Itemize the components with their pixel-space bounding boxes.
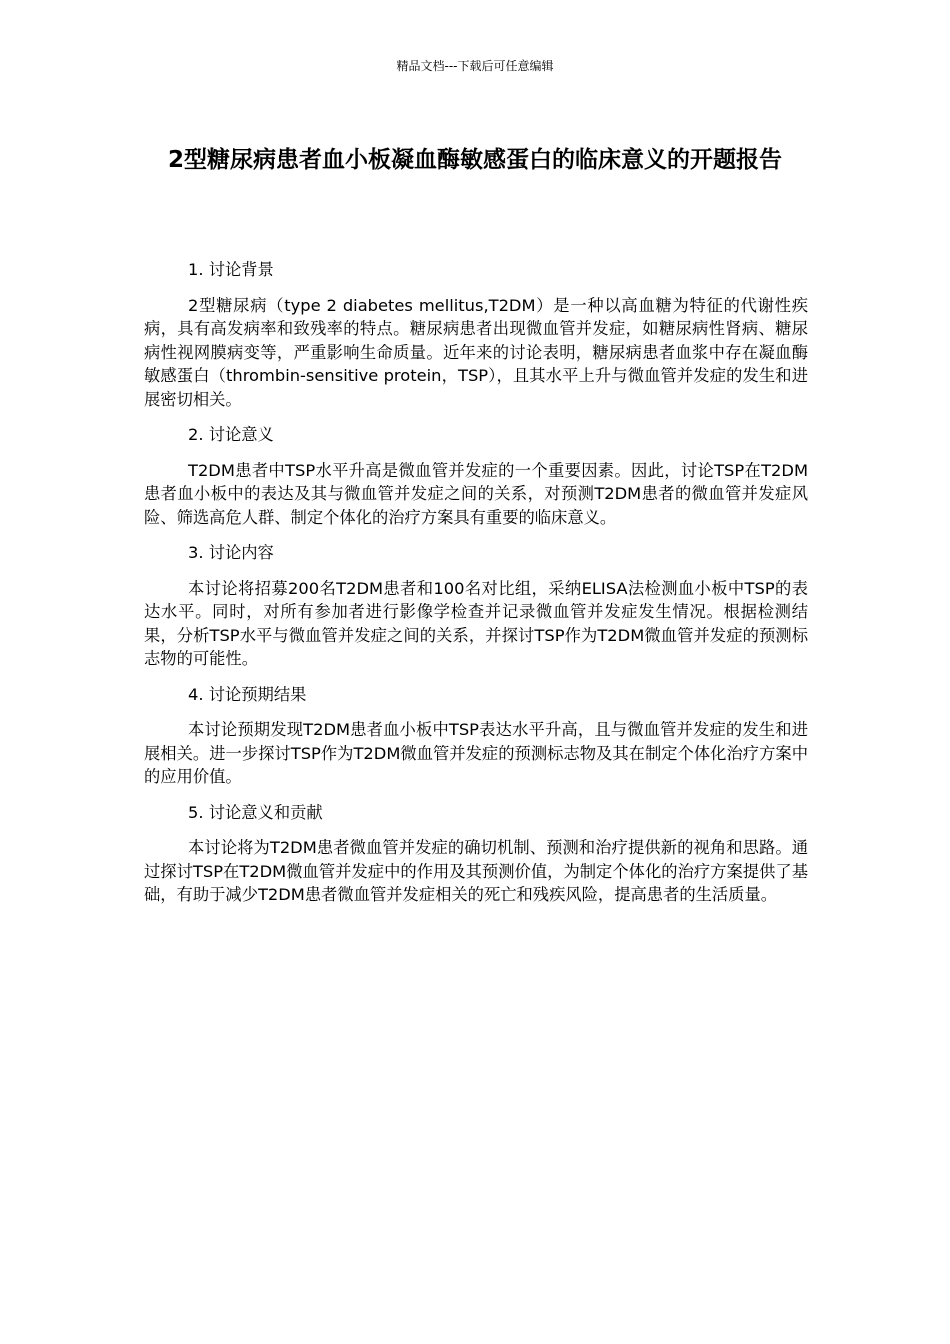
section-body-significance: T2DM患者中TSP水平升高是微血管并发症的一个重要因素。因此，讨论TSP在T2DM患者血小板中的表达及其与微血管并发症之间的关系，对预测T2DM患者的微血管并发症风险、筛选高危人群、制定个体化的治疗方案具有重要的临床意义。 xyxy=(144,460,808,527)
section-heading-contribution: 5. 讨论意义和贡献 xyxy=(188,802,323,822)
section-heading-background: 1. 讨论背景 xyxy=(188,260,274,279)
document-title: 2型糖尿病患者血小板凝血酶敏感蛋白的临床意义的开题报告 xyxy=(167,147,782,173)
section-heading-content: 3. 讨论内容 xyxy=(188,543,274,562)
section-body-content: 本讨论将招募200名T2DM患者和100名对比组，采纳ELISA法检测血小板中TSP的表达水平。同时，对所有参加者进行影像学检查并记录微血管并发症发生情况。根据检测结果，分析TSP水平与微血管并发症之间的关系，并探讨TSP作为T2DM微血管并发症的预测标志物的可能性。 xyxy=(144,578,808,668)
section-body-contribution: 本讨论将为T2DM患者微血管并发症的确切机制、预测和治疗提供新的视角和思路。通过探讨TSP在T2DM微血管并发症中的作用及其预测价值，为制定个体化的治疗方案提供了基础，有助于减少T2DM患者微血管并发症相关的死亡和残疾风险，提高患者的生活质量。 xyxy=(144,838,808,904)
section-body-expected-results: 本讨论预期发现T2DM患者血小板中TSP表达水平升高，且与微血管并发症的发生和进展相关。进一步探讨TSP作为T2DM微血管并发症的预测标志物及其在制定个体化治疗方案中的应用价值。 xyxy=(144,720,808,786)
header-note: 精品文档---下载后可任意编辑 xyxy=(396,59,554,73)
section-heading-significance: 2. 讨论意义 xyxy=(188,425,274,444)
section-body-background: 2型糖尿病（type 2 diabetes mellitus,T2DM）是一种以高血糖为特征的代谢性疾病，具有高发病率和致残率的特点。糖尿病患者出现微血管并发症，如糖尿病性肾病、糖尿病性视网膜病变等，严重影响生命质量。近年来的讨论表明，糖尿病患者血浆中存在凝血酶敏感蛋白（thrombin-sensitive protein，TSP），且其水平上升与微血管并发症的发生和进展密切相关。 xyxy=(144,295,808,409)
document-content xyxy=(144,258,808,919)
section-heading-expected-results: 4. 讨论预期结果 xyxy=(188,684,307,704)
